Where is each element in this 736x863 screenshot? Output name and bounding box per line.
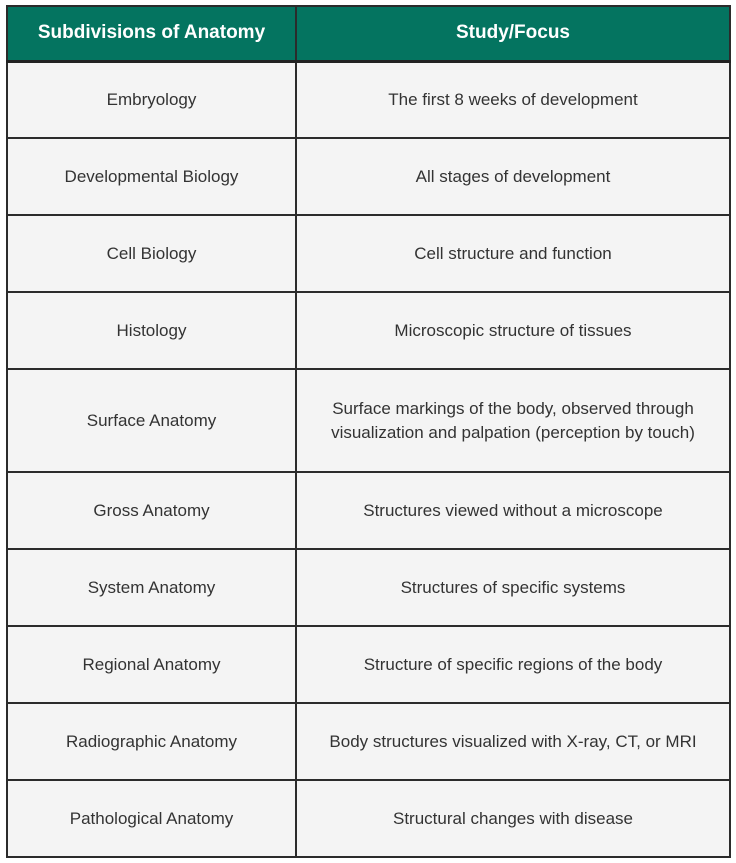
- table-row: [7, 215, 730, 292]
- subdivision-cell: Embryology: [7, 61, 296, 138]
- focus-cell: Structure of specific regions of the body: [296, 626, 730, 703]
- table-row: [7, 292, 730, 369]
- header-subdivisions: Subdivisions of Anatomy: [7, 6, 296, 61]
- table-row: [7, 472, 730, 549]
- subdivision-cell: System Anatomy: [7, 549, 296, 626]
- subdivision-cell: Regional Anatomy: [7, 626, 296, 703]
- table-row: [7, 61, 730, 138]
- subdivision-cell: Histology: [7, 292, 296, 369]
- subdivision-cell: Gross Anatomy: [7, 472, 296, 549]
- focus-cell: Body structures visualized with X-ray, CT, or MRI: [296, 703, 730, 780]
- anatomy-subdivisions-table: [6, 5, 731, 858]
- table-header-row: [7, 6, 730, 61]
- anatomy-subdivisions-table-container: [6, 5, 729, 858]
- subdivision-cell: Cell Biology: [7, 215, 296, 292]
- focus-cell: Microscopic structure of tissues: [296, 292, 730, 369]
- focus-cell: Surface markings of the body, observed through visualization and palpation (perception by touch): [296, 369, 730, 472]
- focus-cell: Structural changes with disease: [296, 780, 730, 857]
- subdivision-cell: Radiographic Anatomy: [7, 703, 296, 780]
- focus-cell: The first 8 weeks of development: [296, 61, 730, 138]
- table-row: [7, 549, 730, 626]
- focus-cell: Cell structure and function: [296, 215, 730, 292]
- focus-cell: All stages of development: [296, 138, 730, 215]
- table-row: [7, 138, 730, 215]
- subdivision-cell: Developmental Biology: [7, 138, 296, 215]
- subdivision-cell: Surface Anatomy: [7, 369, 296, 472]
- table-row: [7, 780, 730, 857]
- header-study-focus: Study/Focus: [296, 6, 730, 61]
- table-row: [7, 703, 730, 780]
- focus-cell: Structures of specific systems: [296, 549, 730, 626]
- subdivision-cell: Pathological Anatomy: [7, 780, 296, 857]
- table-row: [7, 626, 730, 703]
- table-row: [7, 369, 730, 472]
- focus-cell: Structures viewed without a microscope: [296, 472, 730, 549]
